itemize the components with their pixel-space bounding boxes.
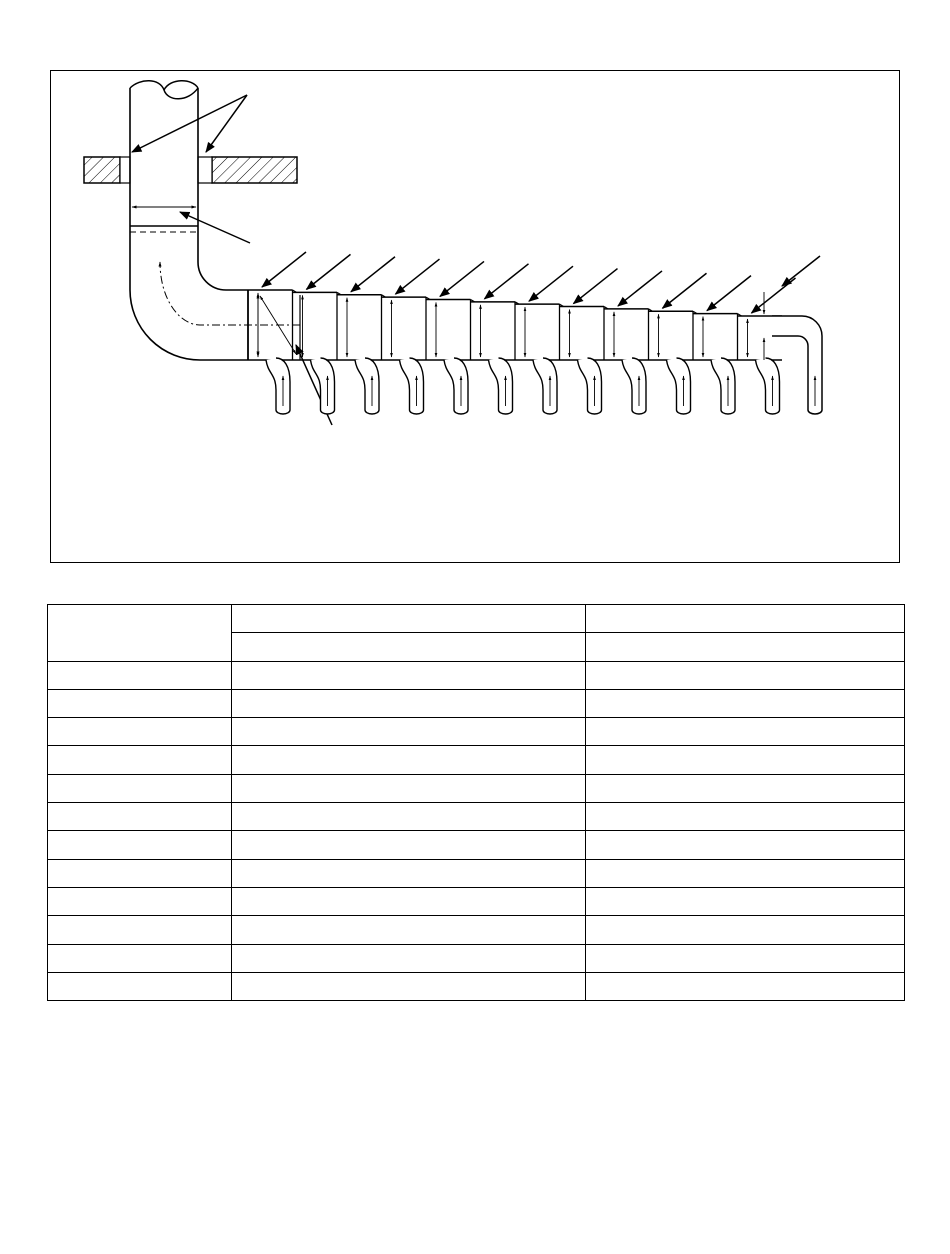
table-cell	[48, 689, 232, 717]
specification-table	[47, 604, 905, 1001]
table-row	[48, 774, 905, 802]
segment-leader-arrow	[574, 269, 618, 304]
table-cell	[48, 887, 232, 915]
duct-manifold-diagram	[0, 0, 950, 600]
table-cell	[48, 944, 232, 972]
segment-leader-arrow	[529, 266, 573, 301]
branch-inlet-pipe	[578, 358, 602, 414]
table-header-cell	[586, 633, 905, 661]
table-cell	[48, 972, 232, 1000]
segment-leader-arrow	[663, 273, 707, 308]
branch-inlet-pipe	[444, 358, 468, 414]
table-row	[48, 859, 905, 887]
table-cell	[586, 887, 905, 915]
table-cell	[232, 944, 586, 972]
branch-inlet-pipe	[667, 358, 691, 414]
table-cell	[48, 774, 232, 802]
table-cell	[586, 972, 905, 1000]
end-leader-arrow	[782, 256, 820, 286]
table-row	[48, 689, 905, 717]
branch-inlet-pipe	[533, 358, 557, 414]
table-row	[48, 887, 905, 915]
table-cell	[586, 803, 905, 831]
branch-inlet-pipe	[266, 358, 290, 414]
branch-inlet-pipe	[489, 358, 513, 414]
segment-leader-arrow	[485, 264, 529, 299]
flow-direction-curve	[160, 262, 300, 325]
table-row	[48, 972, 905, 1000]
branch-inlet-pipe	[711, 358, 735, 414]
branch-inlet-pipe	[400, 358, 424, 414]
table-cell	[48, 916, 232, 944]
floor-slab	[84, 157, 297, 183]
table-header-cell	[586, 605, 905, 633]
table-cell	[232, 774, 586, 802]
table-cell	[586, 689, 905, 717]
branch-inlet-pipe	[756, 358, 780, 414]
segment-leader-arrow	[307, 254, 351, 289]
segment-leader-arrow	[752, 278, 796, 313]
table-cell	[586, 718, 905, 746]
table-row	[48, 746, 905, 774]
table-header-cell	[48, 605, 232, 662]
table-cell	[586, 774, 905, 802]
table-cell	[232, 859, 586, 887]
riser-pipe	[130, 88, 248, 360]
table-cell	[232, 803, 586, 831]
table-cell	[232, 661, 586, 689]
table-row	[48, 916, 905, 944]
manifold-segments	[248, 252, 822, 414]
table-cell	[48, 746, 232, 774]
branch-inlet-pipe	[622, 358, 646, 414]
table-cell	[586, 746, 905, 774]
table-cell	[232, 916, 586, 944]
segment-leader-arrow	[351, 257, 395, 292]
table-header-cell	[232, 605, 586, 633]
segment-leader-arrow	[262, 252, 306, 287]
table-cell	[232, 746, 586, 774]
table-cell	[48, 859, 232, 887]
table-cell	[586, 859, 905, 887]
table-cell	[232, 887, 586, 915]
table-cell	[232, 689, 586, 717]
table-cell	[586, 944, 905, 972]
table-row	[48, 944, 905, 972]
pipe-break-symbol	[130, 81, 198, 99]
table-cell	[232, 972, 586, 1000]
table-row	[48, 718, 905, 746]
table-cell	[586, 831, 905, 859]
table-cell	[586, 661, 905, 689]
table-cell	[48, 718, 232, 746]
table-row	[48, 661, 905, 689]
segment-leader-arrow	[396, 259, 440, 294]
table-cell	[48, 803, 232, 831]
segment-leader-arrow	[707, 276, 751, 311]
table-header-cell	[232, 633, 586, 661]
table-header-row	[48, 605, 905, 633]
segment-leader-arrow	[440, 261, 484, 296]
table-cell	[48, 661, 232, 689]
table-cell	[586, 916, 905, 944]
table-cell	[232, 718, 586, 746]
table-cell	[48, 831, 232, 859]
table-cell	[232, 831, 586, 859]
table-row	[48, 803, 905, 831]
branch-inlet-pipe	[355, 358, 379, 414]
table-row	[48, 831, 905, 859]
segment-leader-arrow	[618, 271, 662, 306]
